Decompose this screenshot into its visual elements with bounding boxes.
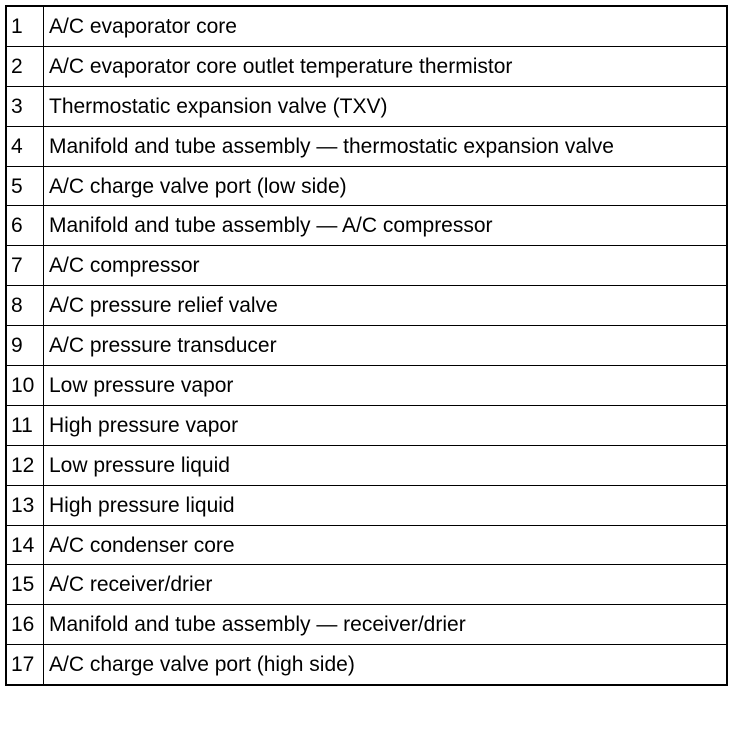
row-number: 5 [6, 166, 44, 206]
row-number: 8 [6, 286, 44, 326]
row-number: 16 [6, 605, 44, 645]
row-number: 17 [6, 645, 44, 685]
row-label: High pressure liquid [44, 485, 728, 525]
table-row [6, 166, 727, 206]
legend-table-body [6, 6, 727, 685]
table-row [6, 405, 727, 445]
table-row [6, 605, 727, 645]
table-row [6, 366, 727, 406]
row-number: 12 [6, 445, 44, 485]
table-row [6, 46, 727, 86]
table-row [6, 645, 727, 685]
row-label: A/C pressure relief valve [44, 286, 728, 326]
row-label: A/C compressor [44, 246, 728, 286]
table-row [6, 286, 727, 326]
row-number: 13 [6, 485, 44, 525]
row-label: A/C condenser core [44, 525, 728, 565]
row-label: A/C charge valve port (low side) [44, 166, 728, 206]
table-row [6, 485, 727, 525]
row-number: 9 [6, 326, 44, 366]
table-row [6, 525, 727, 565]
legend-table [5, 5, 728, 686]
row-label: Low pressure liquid [44, 445, 728, 485]
table-row [6, 206, 727, 246]
row-label: A/C evaporator core outlet temperature thermistor [44, 46, 728, 86]
row-label: High pressure vapor [44, 405, 728, 445]
row-number: 14 [6, 525, 44, 565]
table-row [6, 326, 727, 366]
row-number: 7 [6, 246, 44, 286]
table-row [6, 445, 727, 485]
row-number: 11 [6, 405, 44, 445]
table-row [6, 6, 727, 46]
row-number: 15 [6, 565, 44, 605]
row-label: A/C charge valve port (high side) [44, 645, 728, 685]
table-row [6, 565, 727, 605]
row-label: Manifold and tube assembly — A/C compressor [44, 206, 728, 246]
row-label: A/C pressure transducer [44, 326, 728, 366]
row-label: Thermostatic expansion valve (TXV) [44, 86, 728, 126]
row-label: A/C evaporator core [44, 6, 728, 46]
row-number: 6 [6, 206, 44, 246]
row-number: 1 [6, 6, 44, 46]
table-row [6, 126, 727, 166]
row-number: 4 [6, 126, 44, 166]
row-number: 3 [6, 86, 44, 126]
row-label: Low pressure vapor [44, 366, 728, 406]
row-label: Manifold and tube assembly — thermostatic expansion valve [44, 126, 728, 166]
table-row [6, 86, 727, 126]
row-number: 2 [6, 46, 44, 86]
row-number: 10 [6, 366, 44, 406]
row-label: Manifold and tube assembly — receiver/drier [44, 605, 728, 645]
row-label: A/C receiver/drier [44, 565, 728, 605]
table-row [6, 246, 727, 286]
